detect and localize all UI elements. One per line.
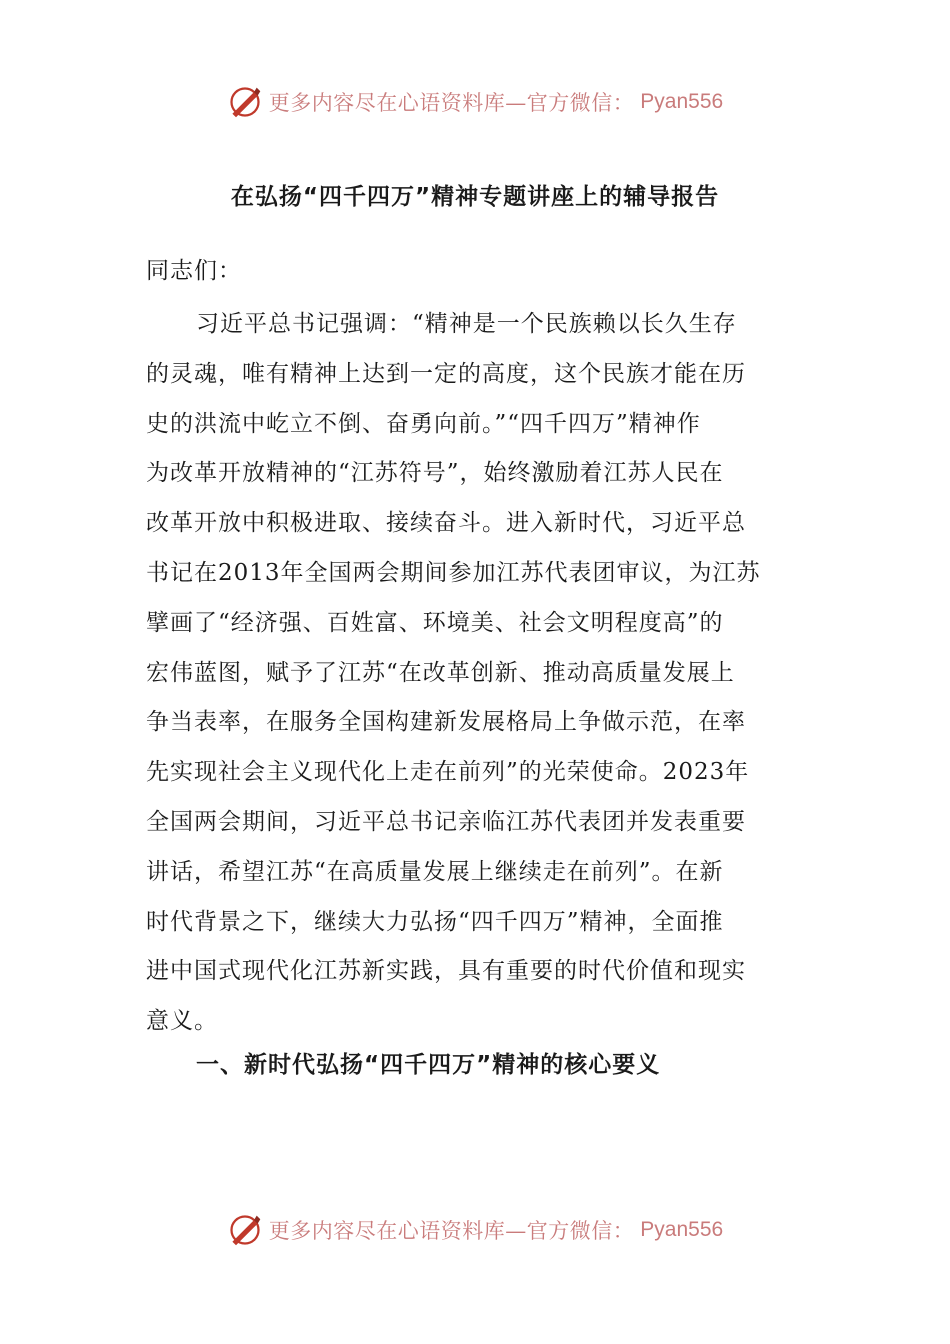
document-title: 在弘扬“四千四万”精神专题讲座上的辅导报告 [230, 184, 720, 210]
paragraph-line: 争当表率，在服务全国构建新发展格局上争做示范，在率 [146, 709, 746, 736]
paragraph-line: 书记在2013年全国两会期间参加江苏代表团审议，为江苏 [146, 559, 761, 586]
body-paragraph [146, 300, 798, 1047]
paragraph-line: 全国两会期间，习近平总书记亲临江苏代表团并发表重要 [146, 808, 746, 835]
section-heading: 一、新时代弘扬“四千四万”精神的核心要义 [196, 1052, 661, 1078]
watermark-id: Pyan556 [640, 90, 724, 113]
paragraph-line: 讲话，希望江苏“在高质量发展上继续走在前列”。在新 [146, 858, 724, 885]
watermark-text: 更多内容尽在心语资料库—官方微信： [268, 91, 635, 115]
paragraph-line: 为改革开放精神的“江苏符号”，始终激励着江苏人民在 [146, 460, 724, 487]
paragraph-line: 进中国式现代化江苏新实践，具有重要的时代价值和现实 [146, 958, 746, 985]
paragraph-line: 意义。 [146, 1008, 218, 1035]
paragraph-line: 擘画了“经济强、百姓富、环境美、社会文明程度高”的 [146, 609, 724, 636]
pen-logo-icon [227, 84, 263, 120]
footer-watermark [0, 1212, 950, 1248]
paragraph-line: 先实现社会主义现代化上走在前列”的光荣使命。2023年 [146, 759, 750, 786]
salutation: 同志们： [146, 258, 242, 284]
header-watermark [0, 84, 950, 120]
paragraph-line: 的灵魂，唯有精神上达到一定的高度，这个民族才能在历 [146, 360, 746, 387]
watermark-id: Pyan556 [640, 1218, 724, 1241]
watermark-text: 更多内容尽在心语资料库—官方微信： [268, 1219, 635, 1243]
paragraph-line: 改革开放中积极进取、接续奋斗。进入新时代，习近平总 [146, 510, 746, 537]
pen-logo-icon [227, 1212, 263, 1248]
paragraph-line: 宏伟蓝图，赋予了江苏“在改革创新、推动高质量发展上 [146, 659, 735, 686]
paragraph-line: 习近平总书记强调：“精神是一个民族赖以长久生存 [196, 311, 737, 337]
paragraph-line: 时代背景之下，继续大力弘扬“四千四万”精神，全面推 [146, 908, 724, 935]
paragraph-line: 史的洪流中屹立不倒、奋勇向前。”“四千四万”精神作 [146, 410, 701, 437]
